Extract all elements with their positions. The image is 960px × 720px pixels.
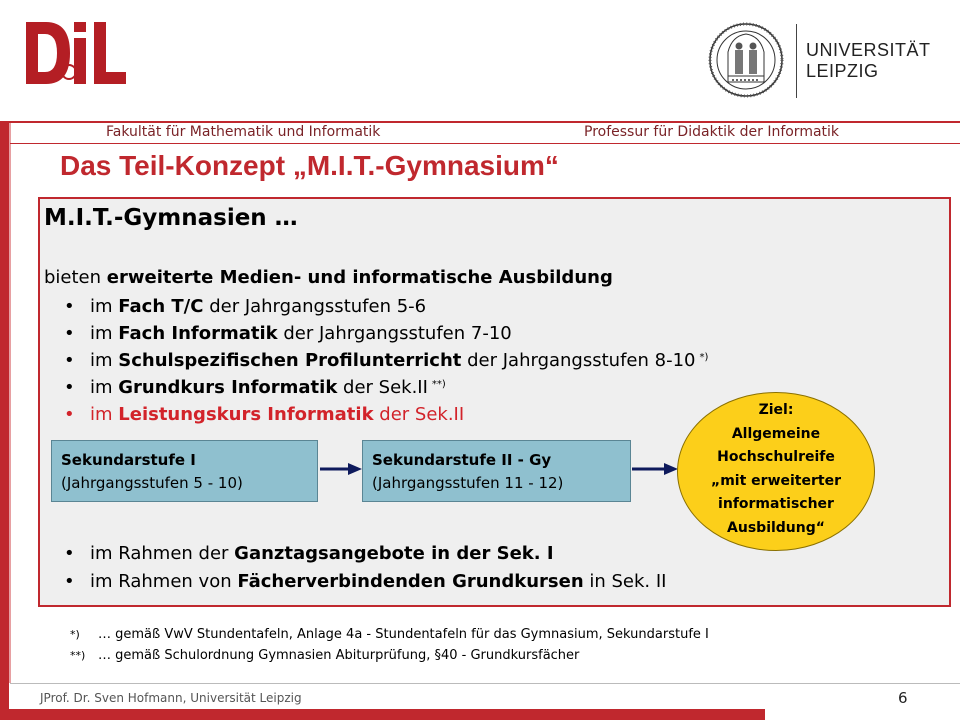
- chair-label: Professur für Didaktik der Informatik: [584, 124, 840, 140]
- bullet-bold: Fächerverbindenden Grundkursen: [237, 571, 584, 592]
- intro-line: [44, 267, 613, 288]
- bullet-bold: Grundkurs Informatik: [118, 377, 338, 398]
- bullet-bold: Schulspezifischen Profilunterricht: [118, 350, 462, 371]
- university-seal-icon: [708, 22, 784, 98]
- bullet-pre: im Rahmen der: [90, 543, 235, 564]
- left-accent-bar: [0, 121, 9, 720]
- university-line2: LEIPZIG: [806, 61, 879, 81]
- bullet-bold: Leistungskurs Informatik: [118, 404, 374, 425]
- bullet-item: [64, 323, 512, 344]
- bullet-item-highlight: [64, 404, 464, 425]
- bullet-item: [64, 377, 446, 398]
- footnote-text: … gemäß Schulordnung Gymnasien Abiturprüfung, §40 - Grundkursfächer: [98, 648, 580, 663]
- bullet-item: [64, 571, 666, 592]
- university-name: [806, 40, 931, 82]
- bullet-item: [64, 543, 554, 564]
- bullet-dot: •: [64, 571, 75, 592]
- bullet-post: der Sek.II: [373, 404, 465, 425]
- goal-line: „mit erweiterter: [711, 472, 841, 489]
- stage-sub: (Jahrgangsstufen 5 - 10): [61, 474, 243, 492]
- intro-prefix: bieten: [44, 267, 107, 288]
- footnote-text: … gemäß VwV Stundentafeln, Anlage 4a - Stundentafeln für das Gymnasium, Sekundarstufe I: [98, 627, 709, 642]
- bullet-bold: Ganztagsangebote in der Sek. I: [234, 543, 554, 564]
- bullet-pre: im: [90, 350, 119, 371]
- header-rule-top: [0, 121, 960, 123]
- university-line1: UNIVERSITÄT: [806, 40, 931, 60]
- goal-line: Hochschulreife: [717, 449, 835, 465]
- bullet-pre: im: [90, 296, 119, 317]
- bullet-dot: •: [64, 377, 75, 398]
- box-heading: M.I.T.-Gymnasien …: [44, 205, 298, 231]
- bullet-item: [64, 296, 426, 317]
- goal-line: Allgemeine: [731, 425, 821, 442]
- stage-title: Sekundarstufe I: [61, 451, 196, 469]
- bullet-post: der Jahrgangsstufen 5-6: [203, 296, 427, 317]
- footer-accent-bar: [0, 709, 765, 720]
- footnote-mark: *): [70, 628, 80, 641]
- goal-line: Ausbildung“: [727, 519, 825, 536]
- stage-sek2: [362, 440, 631, 502]
- footer-rule: [10, 683, 960, 684]
- bullet-post: der Jahrgangsstufen 7-10: [277, 323, 512, 344]
- left-accent-shadow: [9, 123, 11, 683]
- bullet-pre: im: [90, 323, 119, 344]
- goal-line: Ziel:: [758, 402, 794, 418]
- header-divider: [796, 24, 797, 98]
- slide-title: Das Teil-Konzept „M.I.T.-Gymnasium“: [60, 150, 559, 181]
- bullet-bold: Fach Informatik: [118, 323, 278, 344]
- stage-sub: (Jahrgangsstufen 11 - 12): [372, 474, 564, 492]
- stage-sek1: [51, 440, 318, 502]
- bullet-bold: Fach T/C: [118, 296, 204, 317]
- goal-text: [677, 399, 875, 540]
- bullet-post: der Jahrgangsstufen 8-10: [461, 350, 696, 371]
- bullet-post: in Sek. II: [583, 571, 667, 592]
- bullet-pre: im Rahmen von: [90, 571, 238, 592]
- goal-line: informatischer: [718, 496, 834, 512]
- bullet-dot: •: [64, 543, 75, 564]
- footnote-mark: *): [699, 352, 709, 363]
- bullet-pre: im: [90, 404, 119, 425]
- bullet-post: der Sek.II: [337, 377, 428, 398]
- bullet-dot: •: [64, 350, 75, 371]
- stage-title: Sekundarstufe II - Gy: [372, 451, 552, 469]
- arrow-right-icon: [320, 462, 362, 476]
- footer-author: JProf. Dr. Sven Hofmann, Universität Leipzig: [40, 691, 302, 705]
- faculty-label: Fakultät für Mathematik und Informatik: [106, 124, 381, 140]
- header-rule-bottom: [10, 143, 960, 144]
- bullet-dot: •: [64, 323, 75, 344]
- bullet-dot: •: [64, 404, 75, 425]
- footnote: [70, 648, 579, 663]
- page-number: 6: [898, 689, 908, 707]
- footnote-mark: **): [431, 379, 446, 390]
- bullet-item: [64, 350, 708, 371]
- intro-bold: erweiterte Medien- und informatische Ausbildung: [106, 267, 613, 288]
- footnote-mark: **): [70, 649, 86, 662]
- footnote: [70, 627, 709, 642]
- dil-logo: [24, 20, 128, 86]
- arrow-right-icon: [632, 462, 678, 476]
- bullet-dot: •: [64, 296, 75, 317]
- bullet-pre: im: [90, 377, 119, 398]
